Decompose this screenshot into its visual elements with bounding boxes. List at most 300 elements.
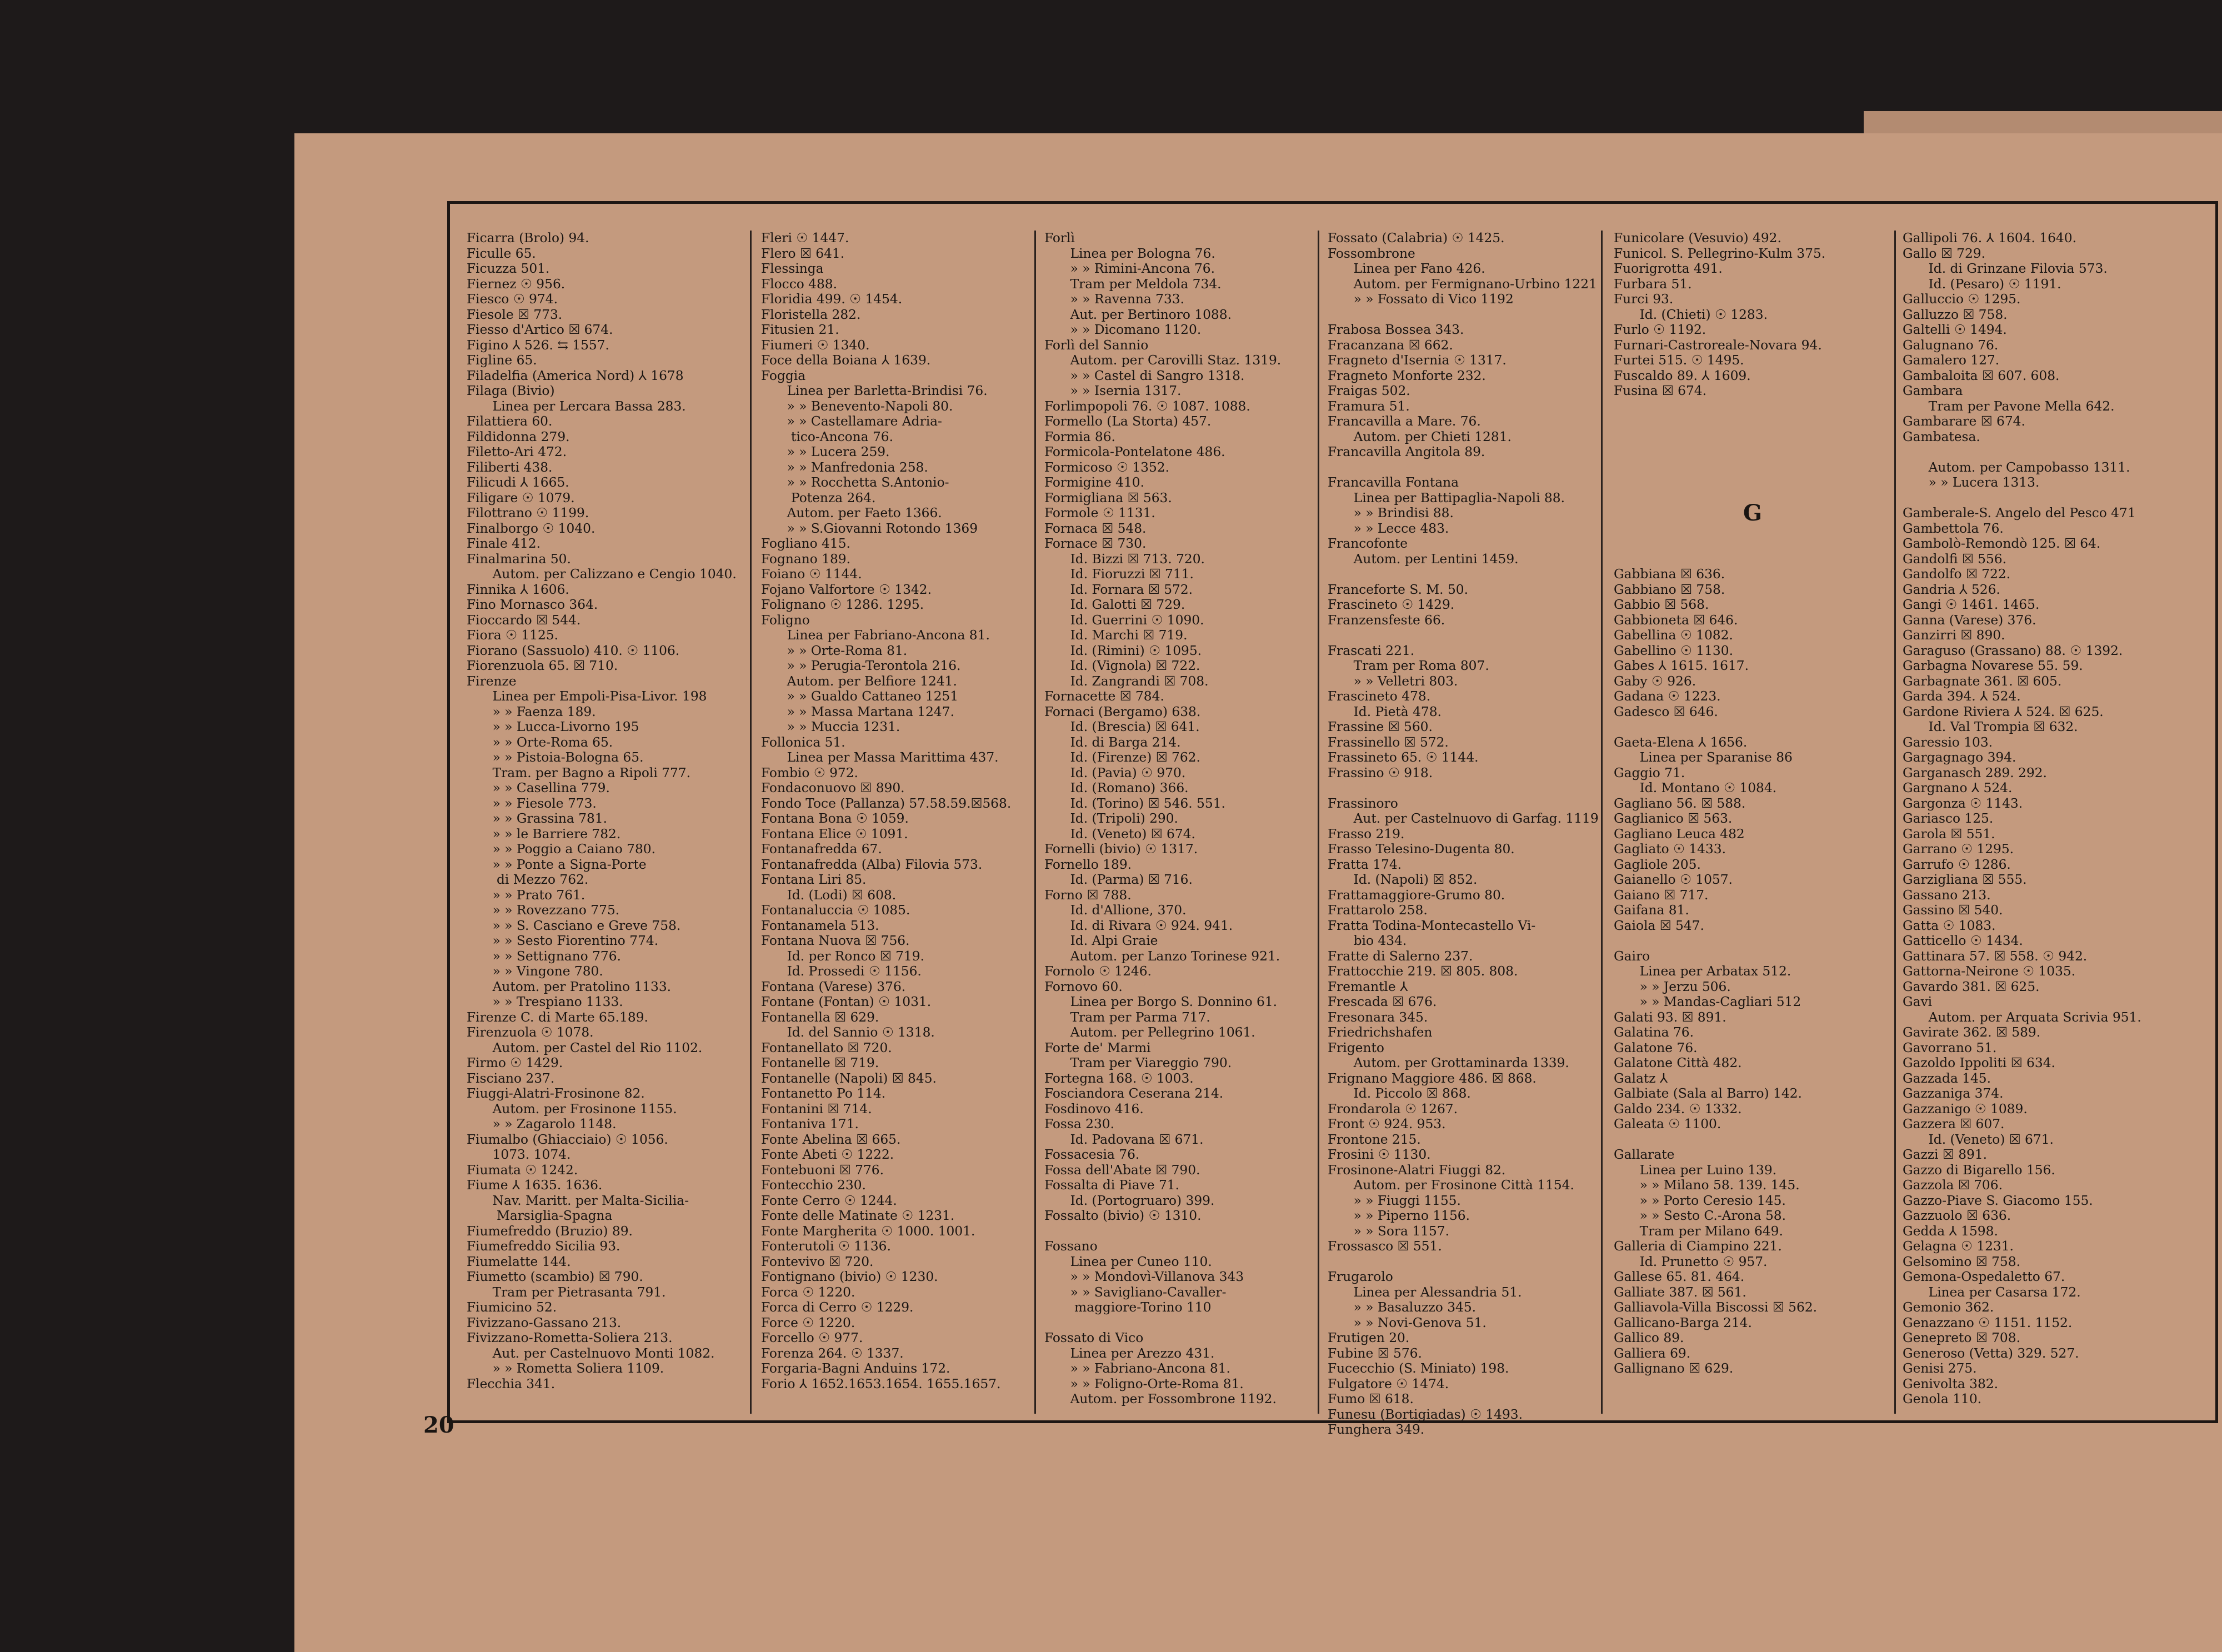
index-entry: Gambatesa. (1903, 429, 1980, 444)
index-entry (1614, 1132, 1891, 1148)
index-entry: Autom. per Calizzano e Cengio 1040. (467, 567, 737, 582)
index-entry: Id. (Napoli) ☒ 852. (1328, 872, 1478, 887)
index-entry: » » Castel di Sangro 1318. (1044, 368, 1245, 383)
index-entry: Forenza 264. ☉ 1337. (761, 1345, 904, 1361)
index-entry: Francavilla a Mare. 76. (1328, 414, 1481, 429)
index-entry: » » Manfredonia 258. (761, 459, 928, 475)
index-entry: Frosinone-Alatri Fiuggi 82. (1328, 1162, 1506, 1178)
index-entry: Fossano (1044, 1239, 1098, 1254)
column-divider (750, 231, 752, 1414)
index-entry: Forio ⅄ 1652.1653.1654. 1655.1657. (761, 1376, 1001, 1391)
index-entry: Frascineto 478. (1328, 689, 1431, 704)
index-entry: Fiumeri ☉ 1340. (761, 337, 870, 353)
index-entry: Galdo 234. ☉ 1332. (1614, 1101, 1742, 1117)
index-entry: » » Rimini-Ancona 76. (1044, 261, 1215, 276)
index-entry: Fiumefreddo (Bruzio) 89. (467, 1223, 633, 1239)
index-entry: Fraigas 502. (1328, 383, 1410, 398)
index-entry: Gandolfo ☒ 722. (1903, 567, 2011, 582)
index-entry: Gandria ⅄ 526. (1903, 582, 2000, 597)
index-column-3 (1044, 231, 1322, 1407)
index-entry: Id. Val Trompia ☒ 632. (1903, 719, 2078, 734)
index-entry: Gadesco ☒ 646. (1614, 704, 1718, 719)
index-entry: » » Milano 58. 139. 145. (1614, 1178, 1800, 1193)
index-column-4 (1328, 231, 1605, 1438)
index-entry: Fonte delle Matinate ☉ 1231. (761, 1208, 955, 1223)
index-entry: Id. Padovana ☒ 671. (1044, 1132, 1204, 1147)
index-entry: Funesu (Bortigiadas) ☉ 1493. (1328, 1406, 1523, 1422)
index-entry: Fontana Bona ☉ 1059. (761, 811, 909, 826)
index-entry: Frabosa Bossea 343. (1328, 322, 1464, 337)
index-entry: Fiesco ☉ 974. (467, 292, 558, 307)
index-entry: » » Massa Martana 1247. (761, 704, 954, 719)
index-entry: Forcello ☉ 977. (761, 1330, 863, 1345)
index-entry: Linea per Arbatax 512. (1614, 964, 1791, 979)
index-entry: » » Gualdo Cattaneo 1251 (761, 689, 959, 704)
index-entry: » » Sesto C.-Arona 58. (1614, 1208, 1786, 1223)
index-entry: Fiorenzuola 65. ☒ 710. (467, 658, 618, 673)
index-entry: Fossa 230. (1044, 1117, 1114, 1132)
index-entry: Gelagna ☉ 1231. (1903, 1239, 2014, 1254)
index-entry: » » Grassina 781. (467, 811, 608, 826)
index-entry: Formicola-Pontelatone 486. (1044, 444, 1225, 459)
index-entry: Fornello 189. (1044, 857, 1132, 872)
index-entry: Frascati 221. (1328, 643, 1415, 658)
index-entry: Tram per Pietrasanta 791. (467, 1284, 666, 1300)
index-entry: Galtelli ☉ 1494. (1903, 322, 2007, 337)
index-entry: » » Fabriano-Ancona 81. (1044, 1361, 1230, 1376)
index-entry: Fossombrone (1328, 246, 1415, 261)
index-entry: Forlì (1044, 231, 1075, 246)
index-entry: Fubine ☒ 576. (1328, 1345, 1422, 1361)
index-entry: Forte de' Marmi (1044, 1040, 1151, 1055)
index-entry: Gallignano ☒ 629. (1614, 1361, 1734, 1376)
index-entry: » » Lecce 483. (1328, 520, 1449, 536)
index-entry: Galugnano 76. (1903, 337, 1999, 353)
index-entry: Fratte di Salerno 237. (1328, 948, 1473, 964)
index-entry: Frassino ☉ 918. (1328, 765, 1433, 780)
index-entry: Autom. per Arquata Scrivia 951. (1903, 1009, 2141, 1025)
index-entry: Folignano ☉ 1286. 1295. (761, 597, 924, 612)
index-entry: Autom. per Pellegrino 1061. (1044, 1025, 1255, 1040)
index-entry: Fosdinovo 416. (1044, 1101, 1144, 1117)
index-entry: Fontana Nuova ☒ 756. (761, 933, 910, 948)
index-entry: Fonte Abeti ☉ 1222. (761, 1147, 894, 1162)
index-entry: Fioccardo ☒ 544. (467, 612, 581, 628)
index-entry: Furnari-Castroreale-Novara 94. (1614, 337, 1822, 353)
index-entry: Fiumata ☉ 1242. (467, 1162, 578, 1178)
index-entry: » » Zagarolo 1148. (467, 1117, 617, 1132)
index-entry: Gatticello ☉ 1434. (1903, 933, 2023, 948)
index-entry: Tram per Viareggio 790. (1044, 1055, 1232, 1070)
index-entry (1614, 399, 1891, 414)
index-entry: Autom. per Frosinone Città 1154. (1328, 1178, 1574, 1193)
index-entry: Tram per Roma 807. (1328, 658, 1489, 673)
index-entry: maggiore-Torino 110 (1044, 1300, 1212, 1315)
index-entry (1614, 719, 1891, 735)
index-entry: » » Foligno-Orte-Roma 81. (1044, 1376, 1244, 1391)
index-entry: Gamberale-S. Angelo del Pesco 471 (1903, 505, 2136, 520)
index-entry: Flocco 488. (761, 276, 838, 292)
index-entry: Frattarolo 258. (1328, 903, 1428, 918)
index-entry: Fratta Todina-Montecastello Vi- (1328, 918, 1536, 933)
index-entry: Frasso 219. (1328, 826, 1405, 842)
index-entry: » » Porto Ceresio 145. (1614, 1193, 1786, 1208)
index-entry: Filetto-Ari 472. (467, 444, 567, 459)
index-entry: Franzensfeste 66. (1328, 612, 1445, 628)
index-entry: Filicudi ⅄ 1665. (467, 475, 569, 490)
index-entry: Autom. per Frosinone 1155. (467, 1101, 677, 1117)
index-entry: Fontanellato ☒ 720. (761, 1040, 892, 1055)
index-entry: Filigare ☉ 1079. (467, 490, 575, 505)
index-entry: Foligno (761, 612, 810, 628)
index-entry: Fontanelle (Napoli) ☒ 845. (761, 1070, 937, 1086)
index-entry: Gazzada 145. (1903, 1070, 1991, 1086)
index-entry: Francavilla Angitola 89. (1328, 444, 1485, 459)
index-entry (1044, 1224, 1322, 1239)
index-entry: Gazzera ☒ 607. (1903, 1117, 2005, 1132)
index-entry: Fossa dell'Abate ☒ 790. (1044, 1162, 1200, 1178)
index-entry: » » Ponte a Signa-Porte (467, 857, 647, 872)
index-entry: Fitusien 21. (761, 322, 839, 337)
index-entry: Galatone Città 482. (1614, 1055, 1742, 1070)
index-entry: Gambaloita ☒ 607. 608. (1903, 368, 2060, 383)
index-entry: Furbara 51. (1614, 276, 1692, 292)
index-entry: » » Orte-Roma 81. (761, 643, 908, 658)
index-entry (1614, 444, 1891, 460)
index-entry: Finale 412. (467, 536, 541, 551)
column-divider (1894, 231, 1896, 1414)
index-entry: » » le Barriere 782. (467, 826, 621, 842)
index-entry: Garda 394. ⅄ 524. (1903, 689, 2021, 704)
index-entry: Linea per Sparanise 86 (1614, 750, 1793, 765)
index-entry: Galatone 76. (1614, 1040, 1698, 1055)
index-entry: Gardone Riviera ⅄ 524. ☒ 625. (1903, 704, 2104, 719)
index-entry: Fontana Liri 85. (761, 872, 867, 887)
index-entry: Gallico 89. (1614, 1330, 1684, 1345)
index-entry: Fombio ☉ 972. (761, 765, 858, 780)
index-entry: Gandolfi ☒ 556. (1903, 551, 2007, 567)
index-entry: Fontana (Varese) 376. (761, 979, 906, 994)
index-entry: Fiorano (Sassuolo) 410. ☉ 1106. (467, 643, 680, 658)
index-entry: Forca di Cerro ☉ 1229. (761, 1300, 914, 1315)
index-entry: Galliera 69. (1614, 1345, 1691, 1361)
index-entry: Frugarolo (1328, 1269, 1393, 1284)
index-entry: » » Fossato di Vico 1192 (1328, 292, 1514, 307)
index-entry: Gattinara 57. ☒ 558. ☉ 942. (1903, 948, 2088, 964)
index-entry: Fognano 189. (761, 551, 851, 567)
index-entry (1044, 1315, 1322, 1331)
index-entry: Filadelfia (America Nord) ⅄ 1678 (467, 368, 684, 383)
index-entry: Id. (Tripoli) 290. (1044, 811, 1178, 826)
index-entry: Galliate 387. ☒ 561. (1614, 1284, 1746, 1300)
index-entry: » » Fiesole 773. (467, 795, 597, 811)
index-entry: Foggia (761, 368, 806, 383)
index-entry: Garola ☒ 551. (1903, 826, 1995, 842)
index-entry: Linea per Battipaglia-Napoli 88. (1328, 490, 1565, 505)
index-entry: Fulgatore ☉ 1474. (1328, 1376, 1449, 1391)
index-entry: Forgaria-Bagni Anduins 172. (761, 1361, 950, 1376)
index-entry: Id. Montano ☉ 1084. (1614, 780, 1777, 795)
index-entry: Fino Mornasco 364. (467, 597, 598, 612)
index-entry: Galleria di Ciampino 221. (1614, 1239, 1782, 1254)
index-entry: Fonte Cerro ☉ 1244. (761, 1193, 897, 1208)
index-entry: Garbagna Novarese 55. 59. (1903, 658, 2083, 673)
index-entry: Filiberti 438. (467, 459, 553, 475)
index-entry: Follonica 51. (761, 734, 845, 750)
index-entry: Frascineto ☉ 1429. (1328, 597, 1455, 612)
index-entry: Foce della Boiana ⅄ 1639. (761, 353, 931, 368)
index-entry: » » Orte-Roma 65. (467, 734, 613, 750)
index-entry: Galluzzo ☒ 758. (1903, 307, 2008, 322)
index-entry (1328, 567, 1605, 582)
index-entry: Tram per Milano 649. (1614, 1223, 1783, 1239)
index-entry: Linea per Barletta-Brindisi 76. (761, 383, 988, 398)
index-column-1 (467, 231, 744, 1391)
index-entry: » » Mondovì-Villanova 343 (1044, 1269, 1244, 1284)
index-entry: Id. (Lodi) ☒ 608. (761, 887, 897, 903)
index-entry: Fiesso d'Artico ☒ 674. (467, 322, 613, 337)
index-entry: Gedda ⅄ 1598. (1903, 1223, 1998, 1239)
index-entry: Galatina 76. (1614, 1025, 1694, 1040)
index-entry: » » Savigliano-Cavaller- (1044, 1284, 1227, 1300)
index-entry: Fiernez ☉ 956. (467, 276, 565, 292)
index-entry: Fontignano (bivio) ☉ 1230. (761, 1269, 938, 1284)
index-entry: Id. (Brescia) ☒ 641. (1044, 719, 1200, 734)
index-entry: Generoso (Vetta) 329. 527. (1903, 1345, 2079, 1361)
index-entry: Id. (Parma) ☒ 716. (1044, 872, 1193, 887)
index-entry: Gaianello ☉ 1057. (1614, 872, 1733, 887)
index-entry: Autom. per Lanzo Torinese 921. (1044, 948, 1280, 964)
index-entry: Fontanetto Po 114. (761, 1086, 886, 1101)
index-entry: Fontaniva 171. (761, 1117, 859, 1132)
index-entry: Frattocchie 219. ☒ 805. 808. (1328, 964, 1518, 979)
index-entry: Formigliana ☒ 563. (1044, 490, 1172, 505)
index-entry (1614, 536, 1891, 552)
index-entry: Autom. per Faeto 1366. (761, 505, 942, 520)
index-entry (1328, 1254, 1605, 1270)
index-entry: Fivizzano-Rometta-Soliera 213. (467, 1330, 673, 1345)
index-entry: Fontanamela 513. (761, 918, 879, 933)
index-entry: » » Lucera 1313. (1903, 475, 2040, 490)
index-entry: Frattamaggiore-Grumo 80. (1328, 887, 1505, 903)
index-entry: Tram per Pavone Mella 642. (1903, 398, 2115, 414)
index-entry: Gazzola ☒ 706. (1903, 1178, 2003, 1193)
index-entry: Gazzaniga 374. (1903, 1086, 2004, 1101)
index-entry: Fossalto (bivio) ☉ 1310. (1044, 1208, 1202, 1223)
index-entry: Fuscaldo 89. ⅄ 1609. (1614, 368, 1751, 383)
index-entry: Gelsomino ☒ 758. (1903, 1254, 2020, 1269)
index-entry: » » Jerzu 506. (1614, 979, 1731, 994)
index-entry: Fuorigrotta 491. (1614, 261, 1723, 276)
index-entry: Formicoso ☉ 1352. (1044, 459, 1170, 475)
index-entry: Frasso Telesino-Dugenta 80. (1328, 842, 1515, 857)
index-entry: Id. d'Allione, 370. (1044, 903, 1187, 918)
index-entry: Autom. per Chieti 1281. (1328, 429, 1512, 444)
index-entry: Fumo ☒ 618. (1328, 1391, 1414, 1406)
index-entry: Gagliano 56. ☒ 588. (1614, 795, 1746, 811)
index-entry: Ganna (Varese) 376. (1903, 612, 2036, 628)
index-entry: Fontana Elice ☉ 1091. (761, 826, 908, 842)
index-entry (1328, 780, 1605, 796)
index-entry: Gazzanigo ☉ 1089. (1903, 1101, 2028, 1117)
index-entry: Fontane (Fontan) ☉ 1031. (761, 994, 932, 1009)
index-entry: Fondo Toce (Pallanza) 57.58.59.☒568. (761, 795, 1012, 811)
index-entry: Id. (Pavia) ☉ 970. (1044, 765, 1186, 780)
index-entry: Friedrichshafen (1328, 1025, 1433, 1040)
index-entry: Gallese 65. 81. 464. (1614, 1269, 1745, 1284)
index-entry: Genisi 275. (1903, 1361, 1977, 1376)
index-entry: Fonte Margherita ☉ 1000. 1001. (761, 1223, 975, 1239)
index-entry: » » Brindisi 88. (1328, 505, 1454, 520)
index-entry: » » Dicomano 1120. (1044, 322, 1202, 337)
index-entry: Force ☉ 1220. (761, 1315, 855, 1330)
index-entry (1328, 460, 1605, 475)
index-entry: Garaguso (Grassano) 88. ☉ 1392. (1903, 643, 2123, 658)
index-entry: Frontone 215. (1328, 1132, 1421, 1147)
index-entry: Galeata ☉ 1100. (1614, 1117, 1721, 1132)
index-entry: Galluccio ☉ 1295. (1903, 292, 2021, 307)
index-entry: Fiesole ☒ 773. (467, 307, 563, 322)
index-entry: Autom. per Fermignano-Urbino 1221 (1328, 276, 1597, 292)
index-entry: Frassinoro (1328, 795, 1398, 811)
index-entry: Gaglianico ☒ 563. (1614, 811, 1733, 826)
index-entry: » » Lucera 259. (761, 444, 890, 459)
index-entry: Fornovo 60. (1044, 979, 1123, 994)
index-entry: Gaifana 81. (1614, 903, 1689, 918)
index-entry: Autom. per Grottaminarda 1339. (1328, 1055, 1569, 1070)
index-entry: Fremantle ⅄ (1328, 979, 1408, 994)
index-entry: Gavirate 362. ☒ 589. (1903, 1025, 2041, 1040)
index-entry: Fontebuoni ☒ 776. (761, 1162, 884, 1178)
index-entry: G (1743, 500, 1763, 526)
index-entry: Forlì del Sannio (1044, 337, 1149, 353)
index-entry: Gamalero 127. (1903, 353, 2000, 368)
index-entry: Fornacette ☒ 784. (1044, 689, 1164, 704)
index-entry: Funghera 349. (1328, 1422, 1425, 1437)
index-entry: Gaggio 71. (1614, 765, 1685, 780)
index-entry: Ficarra (Brolo) 94. (467, 231, 589, 246)
index-entry: Id. Bizzi ☒ 713. 720. (1044, 551, 1205, 567)
index-entry: Gabellina ☉ 1082. (1614, 628, 1733, 643)
index-entry: Linea per Luino 139. (1614, 1162, 1777, 1178)
index-entry: Fiora ☉ 1125. (467, 628, 559, 643)
index-entry: Fornaca ☒ 548. (1044, 520, 1147, 536)
index-entry: Tram per Meldola 734. (1044, 276, 1222, 292)
index-entry: Linea per Casarsa 172. (1903, 1284, 2081, 1300)
index-entry: tico-Ancona 76. (761, 429, 894, 444)
index-entry: Aut. per Castelnuovo di Garfag. 1119 (1328, 811, 1599, 826)
column-divider (1601, 231, 1603, 1414)
index-entry: Gallipoli 76. ⅄ 1604. 1640. (1903, 231, 2076, 246)
index-column-6 (1903, 231, 2180, 1407)
index-column-2 (761, 231, 1039, 1391)
index-entry: Gemona-Ospedaletto 67. (1903, 1269, 2065, 1284)
index-entry: Ficuzza 501. (467, 261, 550, 276)
index-entry: » » Mandas-Cagliari 512 (1614, 994, 1801, 1009)
index-entry: Genazzano ☉ 1151. 1152. (1903, 1315, 2073, 1330)
index-entry: Gairo (1614, 948, 1650, 964)
index-entry: Autom. per Lentini 1459. (1328, 551, 1519, 567)
index-entry: Genepreto ☒ 708. (1903, 1330, 2020, 1345)
index-entry: Fogliano 415. (761, 536, 850, 551)
index-entry: Fonterutoli ☉ 1136. (761, 1239, 891, 1254)
index-entry: » » Basaluzzo 345. (1328, 1300, 1477, 1315)
index-entry: Linea per Borgo S. Donnino 61. (1044, 994, 1278, 1009)
index-entry: Frosini ☉ 1130. (1328, 1147, 1431, 1162)
index-entry: Finnika ⅄ 1606. (467, 582, 569, 597)
index-entry: Gattorna-Neirone ☉ 1035. (1903, 964, 2076, 979)
index-entry: Fontanella ☒ 629. (761, 1009, 879, 1025)
index-entry: Fontanafredda (Alba) Filovia 573. (761, 857, 983, 872)
index-entry: Ganzirri ☒ 890. (1903, 628, 2005, 643)
index-entry: Gaiano ☒ 717. (1614, 887, 1709, 903)
index-entry: Forlimpopoli 76. ☉ 1087. 1088. (1044, 398, 1250, 414)
index-entry: » » S. Casciano e Greve 758. (467, 918, 681, 933)
index-entry: Fontanaluccia ☉ 1085. (761, 903, 910, 918)
index-entry: Ficulle 65. (467, 246, 536, 261)
index-entry: Fontecchio 230. (761, 1178, 866, 1193)
index-entry: Autom. per Belfiore 1241. (761, 673, 957, 689)
index-entry: Fucecchio (S. Miniato) 198. (1328, 1361, 1509, 1376)
index-entry: Linea per Alessandria 51. (1328, 1284, 1522, 1300)
index-entry: Galbiate (Sala al Barro) 142. (1614, 1086, 1802, 1101)
index-entry: Frigento (1328, 1040, 1384, 1055)
index-entry: Autom. per Campobasso 1311. (1903, 459, 2130, 475)
index-entry: Frassine ☒ 560. (1328, 719, 1433, 734)
index-entry: Id. di Barga 214. (1044, 734, 1181, 750)
index-entry: » » Lucca-Livorno 195 (467, 719, 639, 734)
index-entry: Id. Galotti ☒ 729. (1044, 597, 1185, 612)
index-entry: Garbagnate 361. ☒ 605. (1903, 673, 2062, 689)
index-entry: Nav. Maritt. per Malta-Sicilia- (467, 1193, 689, 1208)
page-number: 20 (423, 1412, 454, 1438)
index-entry: Fossato (Calabria) ☉ 1425. (1328, 231, 1505, 246)
index-entry: » » Rometta Soliera 1109. (467, 1361, 664, 1376)
index-entry: di Mezzo 762. (467, 872, 589, 887)
index-entry: Fildidonna 279. (467, 429, 570, 444)
index-entry: Filattiera 60. (467, 414, 553, 429)
index-entry: Id. Prossedi ☉ 1156. (761, 964, 922, 979)
index-entry: Fornace ☒ 730. (1044, 536, 1147, 551)
index-entry: Gatta ☉ 1083. (1903, 918, 1996, 933)
index-entry: Frassineto 65. ☉ 1144. (1328, 750, 1479, 765)
index-entry: Id. Piccolo ☒ 868. (1328, 1086, 1471, 1101)
index-entry: Id. (Torino) ☒ 546. 551. (1044, 795, 1225, 811)
index-entry: Genivolta 382. (1903, 1376, 1999, 1391)
index-entry: Gargonza ☉ 1143. (1903, 795, 2023, 811)
index-entry: » » Trespiano 1133. (467, 994, 623, 1009)
index-entry: Id. Prunetto ☉ 957. (1614, 1254, 1768, 1269)
index-entry: Fossacesia 76. (1044, 1147, 1140, 1162)
index-entry: » » Sesto Fiorentino 774. (467, 933, 659, 948)
index-entry: Forno ☒ 788. (1044, 887, 1132, 903)
index-entry: Fontevivo ☒ 720. (761, 1254, 874, 1269)
index-entry: Tram per Parma 717. (1044, 1009, 1210, 1025)
index-entry: Framura 51. (1328, 398, 1410, 414)
index-entry: » » Settignano 776. (467, 948, 621, 964)
index-entry: Funicol. S. Pellegrino-Kulm 375. (1614, 246, 1826, 261)
index-entry: Galatz ⅄ (1614, 1070, 1668, 1086)
index-entry (1614, 933, 1891, 949)
index-entry: » » Faenza 189. (467, 704, 596, 719)
index-entry: Filottrano ☉ 1199. (467, 505, 589, 520)
index-entry: Frescada ☒ 676. (1328, 994, 1437, 1009)
index-entry: Firenzuola ☉ 1078. (467, 1025, 594, 1040)
index-entry: Frossasco ☒ 551. (1328, 1239, 1442, 1254)
index-entry: Francavilla Fontana (1328, 475, 1459, 490)
index-entry: Gabbiana ☒ 636. (1614, 567, 1725, 582)
index-entry: Id. (Veneto) ☒ 671. (1903, 1132, 2054, 1147)
